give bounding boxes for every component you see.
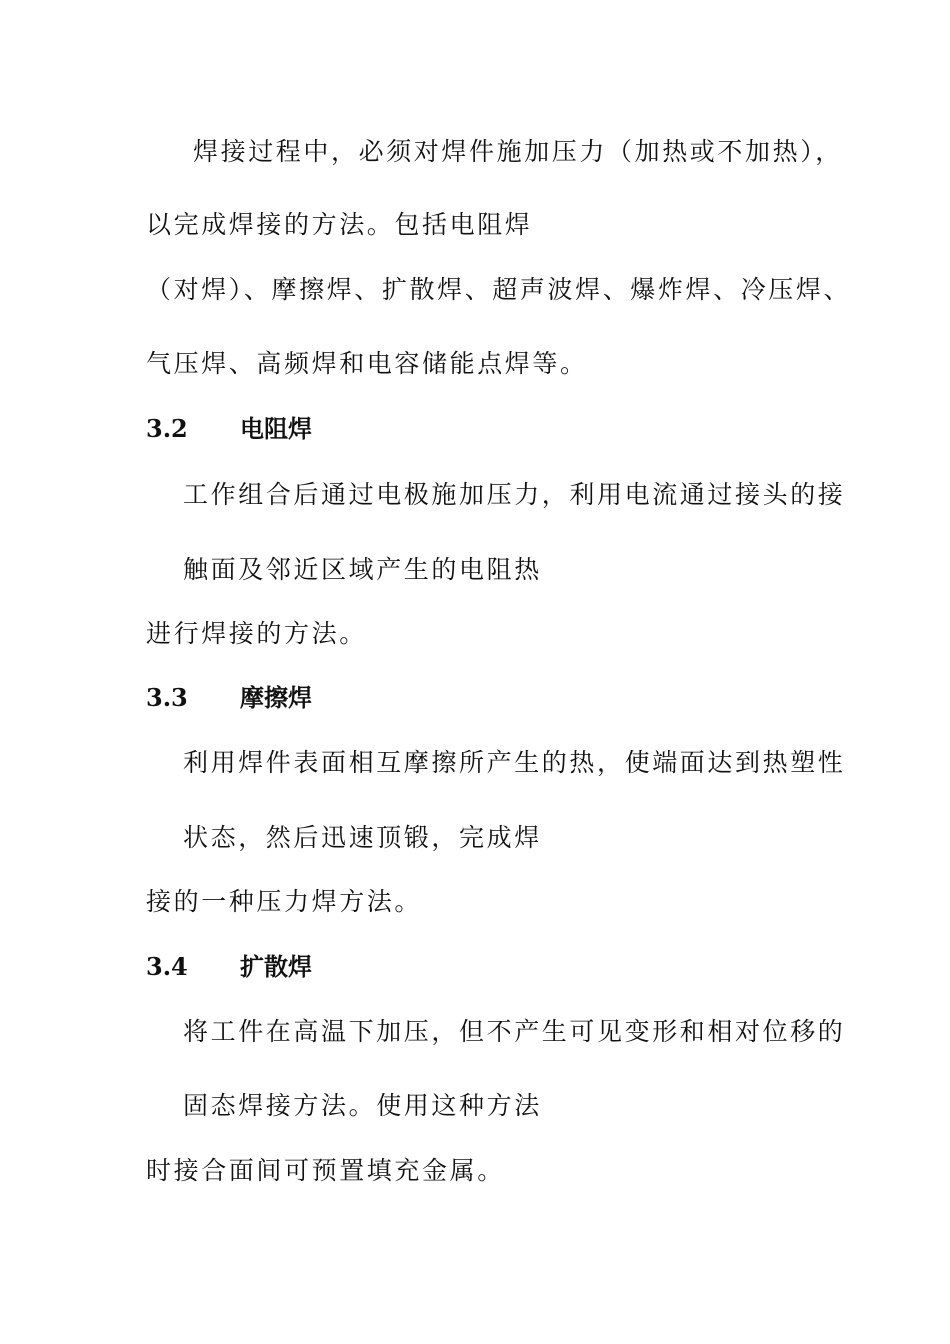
section-3-2-line-3: 进行焊接的方法。 (146, 619, 367, 648)
section-3-2-line-1: 工作组合后通过电极施加压力，利用电流通过接头的接 (183, 480, 846, 509)
intro-line-3: （对焊）、摩擦焊、扩散焊、超声波焊、爆炸焊、冷压焊、 (146, 275, 852, 304)
intro-line-4: 气压焊、高频焊和电容储能点焊等。 (146, 349, 588, 378)
section-heading-3-2 (146, 414, 312, 444)
section-3-3-line-2: 状态，然后迅速顶锻，完成焊 (183, 823, 542, 852)
section-number: 3.2 (146, 414, 188, 443)
section-3-2-line-2: 触面及邻近区域产生的电阻热 (183, 555, 542, 584)
section-3-3-line-1: 利用焊件表面相互摩擦所产生的热，使端面达到热塑性 (183, 748, 846, 777)
section-number: 3.4 (146, 952, 188, 981)
section-title: 电阻焊 (240, 414, 312, 443)
section-3-4-line-3: 时接合面间可预置填充金属。 (146, 1156, 505, 1185)
section-3-4-line-2: 固态焊接方法。使用这种方法 (183, 1091, 542, 1120)
section-heading-3-4 (146, 952, 312, 982)
section-3-4-line-1: 将工件在高温下加压，但不产生可见变形和相对位移的 (183, 1017, 846, 1046)
intro-line-2: 以完成焊接的方法。包括电阻焊 (146, 210, 533, 239)
section-3-3-line-3: 接的一种压力焊方法。 (146, 887, 423, 916)
section-number: 3.3 (146, 683, 188, 712)
section-title: 扩散焊 (240, 952, 312, 981)
intro-line-1: 焊接过程中，必须对焊件施加压力（加热或不加热）， (193, 137, 843, 166)
section-heading-3-3 (146, 683, 312, 713)
section-title: 摩擦焊 (240, 683, 312, 712)
